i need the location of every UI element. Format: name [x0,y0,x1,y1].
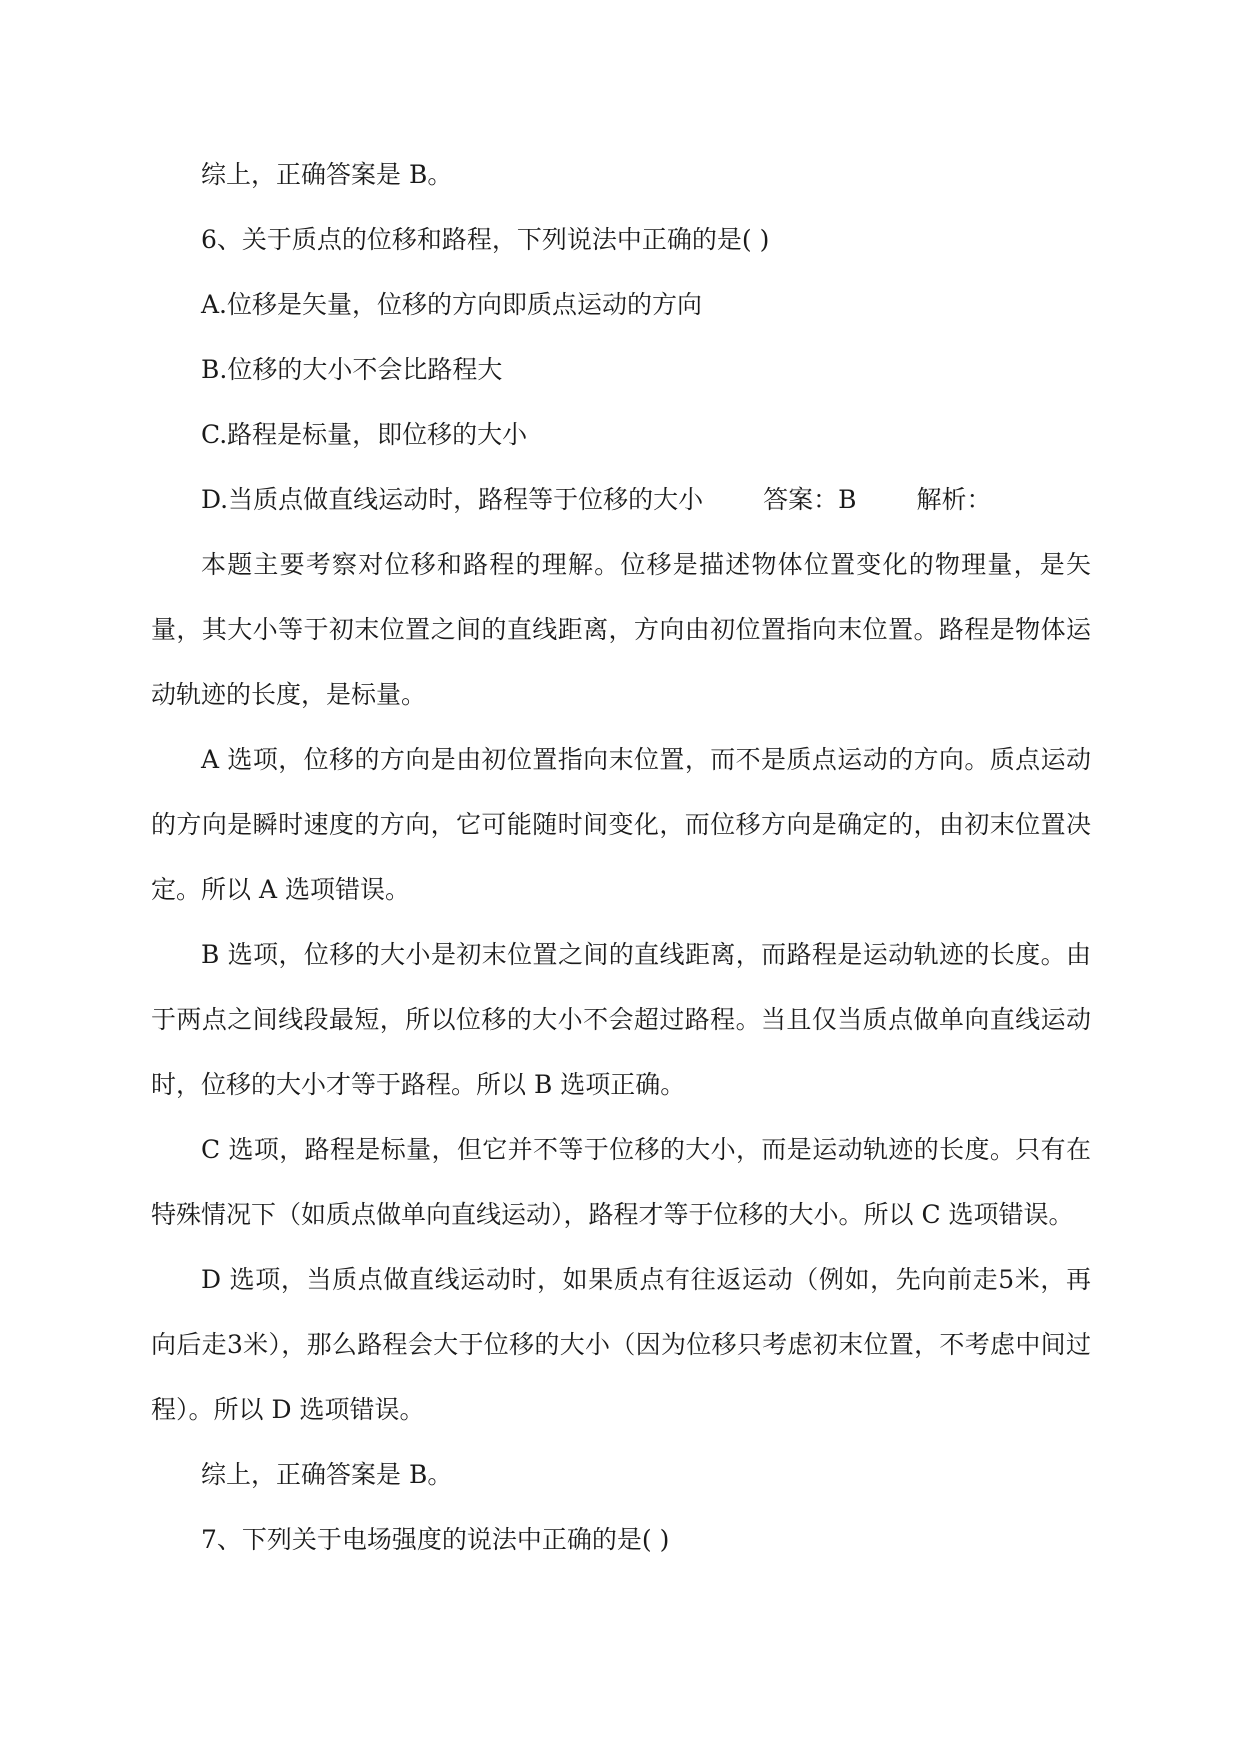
option-a: A.位移是矢量，位移的方向即质点运动的方向 [201,290,703,319]
answer-label: 答案：B [763,485,857,514]
analysis-option-c: C 选项，路程是标量，但它并不等于位移的大小，而是运动轨迹的长度。只有在特殊情况下（如质点做单向直线运动），路程才等于位移的大小。所以 C 选项错误。 [151,1135,1091,1229]
option-d: D.当质点做直线运动时，路程等于位移的大小 [201,485,704,514]
option-b: B.位移的大小不会比路程大 [201,355,503,384]
analysis-intro: 本题主要考察对位移和路程的理解。位移是描述物体位置变化的物理量，是矢量，其大小等于初末位置之间的直线距离，方向由初位置指向末位置。路程是物体运动轨迹的长度，是标量。 [151,550,1091,709]
question-7-stem: 7、下列关于电场强度的说法中正确的是( ) [201,1525,670,1554]
analysis-option-a: A 选项，位移的方向是由初位置指向末位置，而不是质点运动的方向。质点运动的方向是瞬时速度的方向，它可能随时间变化，而位移方向是确定的，由初末位置决定。所以 A 选项错误。 [151,745,1091,904]
document-body [151,142,1091,1572]
analysis-option-b: B 选项，位移的大小是初末位置之间的直线距离，而路程是运动轨迹的长度。由于两点之间线段最短，所以位移的大小不会超过路程。当且仅当质点做单向直线运动时，位移的大小才等于路程。所以 B 选项正确。 [151,940,1091,1099]
summary-line: 综上，正确答案是 B。 [201,1460,453,1489]
option-c: C.路程是标量，即位移的大小 [201,420,528,449]
analysis-option-d: D 选项，当质点做直线运动时，如果质点有往返运动（例如，先向前走5米，再向后走3米），那么路程会大于位移的大小（因为位移只考虑初末位置，不考虑中间过程）。所以 D 选项错误。 [151,1265,1091,1424]
analysis-label: 解析： [916,485,992,514]
question-6-stem: 6、关于质点的位移和路程，下列说法中正确的是( ) [201,225,770,254]
option-d-line [151,467,1091,532]
summary-prev-line: 综上，正确答案是 B。 [201,160,453,189]
